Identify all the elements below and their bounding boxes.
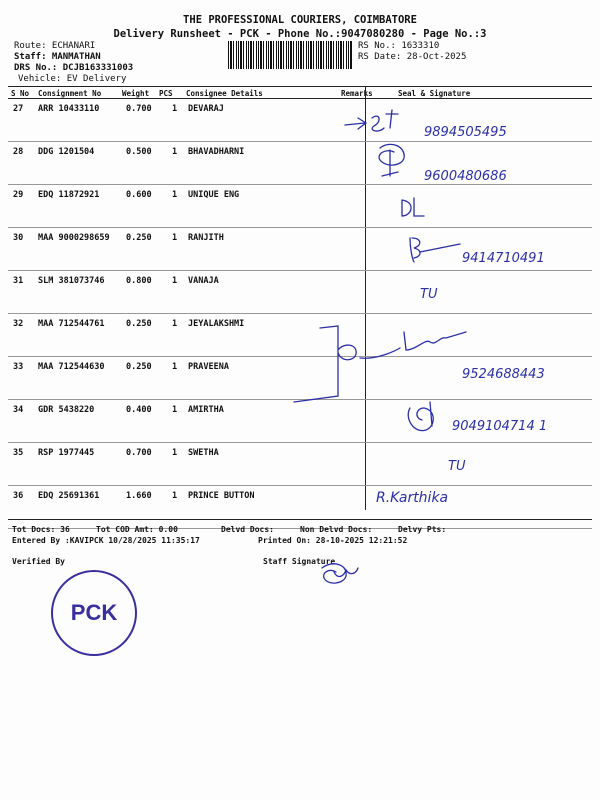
signature-33 bbox=[294, 326, 466, 402]
row-consignee: UNIQUE ENG bbox=[188, 190, 240, 200]
runsheet-subtitle: Delivery Runsheet - PCK - Phone No.:9047080280 - Page No.:3 bbox=[113, 28, 487, 40]
row-consignee: PRAVEENA bbox=[188, 362, 229, 372]
staff: Staff: MANMATHAN bbox=[14, 52, 101, 62]
company-title: THE PROFESSIONAL COURIERS, COIMBATORE bbox=[183, 14, 417, 26]
row-weight: 0.700 bbox=[126, 448, 152, 458]
row-consignment-no: DDG 1201504 bbox=[38, 147, 95, 157]
row-consignment-no: MAA 9000298659 bbox=[38, 233, 110, 243]
row-pcs: 1 bbox=[172, 405, 178, 415]
row-sno: 31 bbox=[13, 276, 24, 286]
row-sno: 28 bbox=[13, 147, 24, 157]
printed-on: Printed On: 28-10-2025 12:21:52 bbox=[258, 536, 408, 545]
row-consignee: PRINCE BUTTON bbox=[188, 491, 255, 501]
row-weight: 1.660 bbox=[126, 491, 152, 501]
delivery-points: Delvy Pts: bbox=[398, 525, 447, 534]
note-35: TU bbox=[448, 459, 466, 474]
col-weight: Weight bbox=[122, 89, 150, 98]
row-consignment-no: MAA 712544630 bbox=[38, 362, 105, 372]
row-weight: 0.500 bbox=[126, 147, 152, 157]
signature-28 bbox=[379, 144, 404, 176]
col-consignee: Consignee Details bbox=[186, 89, 263, 98]
row-sno: 30 bbox=[13, 233, 24, 243]
drs-number: DRS No.: DCJB163331003 bbox=[14, 63, 134, 73]
col-consignment: Consignment No bbox=[38, 89, 102, 98]
row-pcs: 1 bbox=[172, 233, 178, 243]
col-pcs: PCS bbox=[159, 89, 173, 98]
phone-34: 9049104714 1 bbox=[452, 419, 548, 434]
phone-33: 9524688443 bbox=[462, 367, 545, 382]
note-31: TU bbox=[420, 287, 438, 302]
row-consignee: RANJITH bbox=[188, 233, 224, 243]
row-consignment-no: GDR 5438220 bbox=[38, 405, 95, 415]
pck-stamp: PCK bbox=[51, 570, 137, 656]
row-weight: 0.400 bbox=[126, 405, 152, 415]
row-weight: 0.250 bbox=[126, 319, 152, 329]
non-delivered-docs: Non Delvd Docs: bbox=[300, 525, 373, 534]
row-pcs: 1 bbox=[172, 319, 178, 329]
row-consignment-no: SLM 381073746 bbox=[38, 276, 105, 286]
row-sno: 32 bbox=[13, 319, 24, 329]
row-weight: 0.600 bbox=[126, 190, 152, 200]
row-weight: 0.800 bbox=[126, 276, 152, 286]
row-consignment-no: EDQ 11872921 bbox=[38, 190, 100, 200]
total-cod: Tot COD Amt: 0.00 bbox=[96, 525, 178, 534]
row-consignment-no: ARR 10433110 bbox=[38, 104, 100, 114]
signature-30 bbox=[410, 238, 460, 262]
phone-28: 9600480686 bbox=[424, 169, 507, 184]
row-pcs: 1 bbox=[172, 362, 178, 372]
total-docs: Tot Docs: 36 bbox=[12, 525, 70, 534]
entered-by: Entered By :KAVIPCK 10/28/2025 11:35:17 bbox=[12, 536, 200, 545]
signature-29 bbox=[402, 198, 424, 216]
row-consignee: AMIRTHA bbox=[188, 405, 224, 415]
row-sno: 36 bbox=[13, 491, 24, 501]
row-sno: 29 bbox=[13, 190, 24, 200]
rs-date: RS Date: 28-Oct-2025 bbox=[358, 52, 467, 62]
delivered-docs: Delvd Docs: bbox=[221, 525, 274, 534]
signature-36: R.Karthika bbox=[376, 490, 449, 506]
staff-signature bbox=[322, 564, 358, 583]
row-pcs: 1 bbox=[172, 276, 178, 286]
vehicle: Vehicle: EV Delivery bbox=[18, 74, 127, 84]
signature-27 bbox=[345, 110, 398, 131]
row-weight: 0.250 bbox=[126, 362, 152, 372]
row-pcs: 1 bbox=[172, 448, 178, 458]
row-sno: 35 bbox=[13, 448, 24, 458]
row-consignee: JEYALAKSHMI bbox=[188, 319, 245, 329]
row-sno: 27 bbox=[13, 104, 24, 114]
col-seal: Seal & Signature bbox=[398, 89, 471, 98]
row-pcs: 1 bbox=[172, 190, 178, 200]
row-sno: 33 bbox=[13, 362, 24, 372]
row-sno: 34 bbox=[13, 405, 24, 415]
row-consignee: BHAVADHARNI bbox=[188, 147, 245, 157]
row-consignment-no: MAA 712544761 bbox=[38, 319, 105, 329]
col-sno: S No bbox=[11, 89, 30, 98]
row-consignee: SWETHA bbox=[188, 448, 219, 458]
staff-signature-label: Staff Signature bbox=[263, 557, 336, 566]
row-consignee: VANAJA bbox=[188, 276, 219, 286]
row-pcs: 1 bbox=[172, 104, 178, 114]
signature-34 bbox=[408, 402, 433, 431]
row-consignment-no: EDQ 25691361 bbox=[38, 491, 100, 501]
verified-by: Verified By bbox=[12, 557, 65, 566]
row-consignee: DEVARAJ bbox=[188, 104, 224, 114]
phone-27: 9894505495 bbox=[424, 125, 507, 140]
row-consignment-no: RSP 1977445 bbox=[38, 448, 95, 458]
route: Route: ECHANARI bbox=[14, 41, 96, 51]
rs-number: RS No.: 1633310 bbox=[358, 41, 440, 51]
phone-30: 9414710491 bbox=[462, 251, 545, 266]
row-weight: 0.250 bbox=[126, 233, 152, 243]
row-pcs: 1 bbox=[172, 491, 178, 501]
row-weight: 0.700 bbox=[126, 104, 152, 114]
col-remarks: Remarks bbox=[341, 89, 373, 98]
row-pcs: 1 bbox=[172, 147, 178, 157]
